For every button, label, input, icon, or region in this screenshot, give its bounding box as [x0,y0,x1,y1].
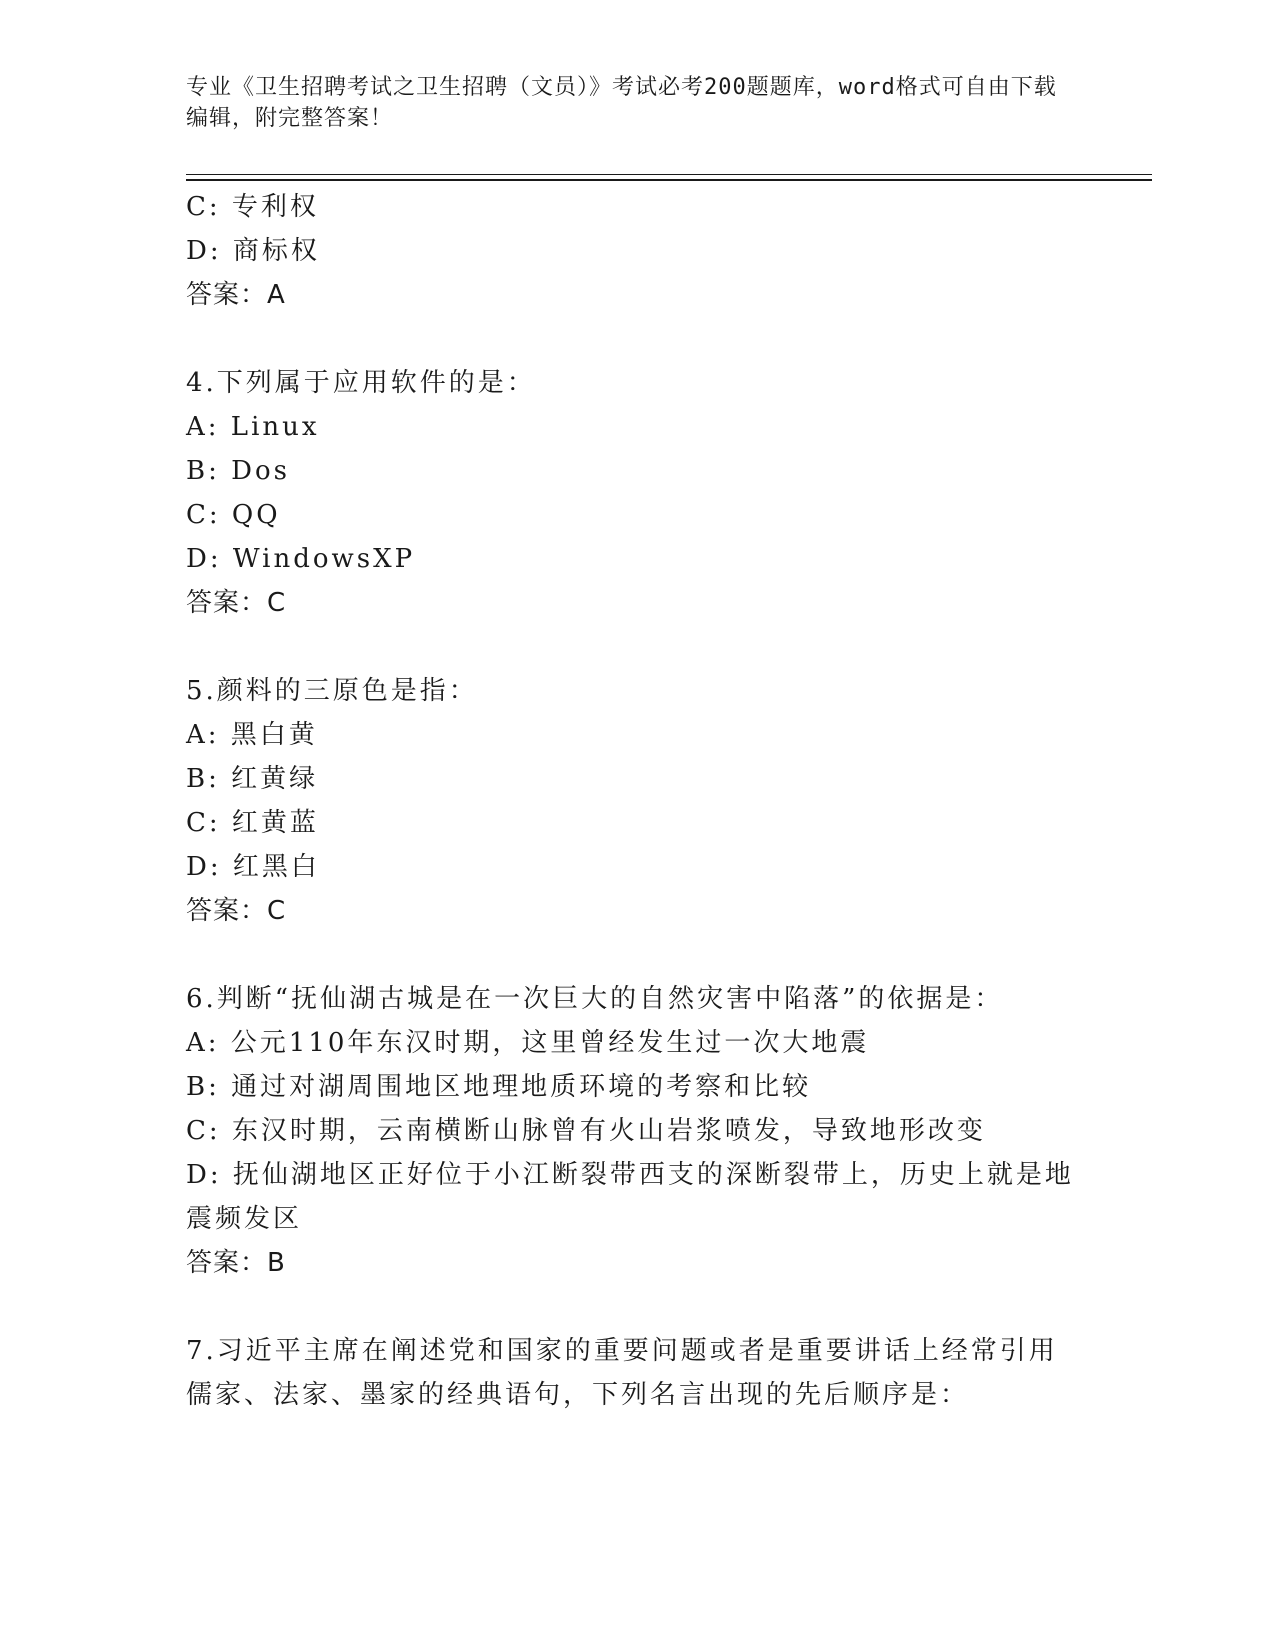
q4-option-d: D: WindowsXP [186,544,416,574]
q7-stem-line1: 7.习近平主席在阐述党和国家的重要问题或者是重要讲话上经常引用 [186,1336,1058,1366]
q3-option-d: D: 商标权 [186,236,320,266]
document-header: 专业《卫生招聘考试之卫生招聘（文员）》考试必考200题题库，word格式可自由下载编辑，附完整答案！ [186,75,1057,131]
q6-answer: 答案：B [186,1248,286,1278]
header-divider-thin [186,174,1152,175]
q6-stem: 6.判断“抚仙湖古城是在一次巨大的自然灾害中陷落”的依据是： [186,984,1004,1014]
q6-option-b: B: 通过对湖周围地区地理地质环境的考察和比较 [186,1072,812,1102]
q5-option-b: B: 红黄绿 [186,764,319,794]
q4-option-b: B: Dos [186,456,290,486]
q4-stem: 4.下列属于应用软件的是： [186,368,536,398]
q5-answer: 答案：C [186,896,287,926]
header-divider-thick [186,179,1152,181]
q3-answer: 答案：A [186,280,286,310]
q6-option-d-line1: D: 抚仙湖地区正好位于小江断裂带西支的深断裂带上，历史上就是地 [186,1160,1074,1190]
q5-option-d: D: 红黑白 [186,852,320,882]
q6-option-a: A: 公元110年东汉时期，这里曾经发生过一次大地震 [186,1028,870,1058]
q6-option-c: C: 东汉时期，云南横断山脉曾有火山岩浆喷发，导致地形改变 [186,1116,986,1146]
q3-option-c: C: 专利权 [186,192,319,222]
q4-option-c: C: QQ [186,500,281,530]
q4-option-a: A: Linux [186,412,320,442]
q6-option-d-line2: 震频发区 [186,1204,303,1234]
q5-option-c: C: 红黄蓝 [186,808,319,838]
q5-stem: 5.颜料的三原色是指： [186,676,478,706]
q5-option-a: A: 黑白黄 [186,720,318,750]
q4-answer: 答案：C [186,588,287,618]
q7-stem-line2: 儒家、法家、墨家的经典语句，下列名言出现的先后顺序是： [186,1380,970,1410]
